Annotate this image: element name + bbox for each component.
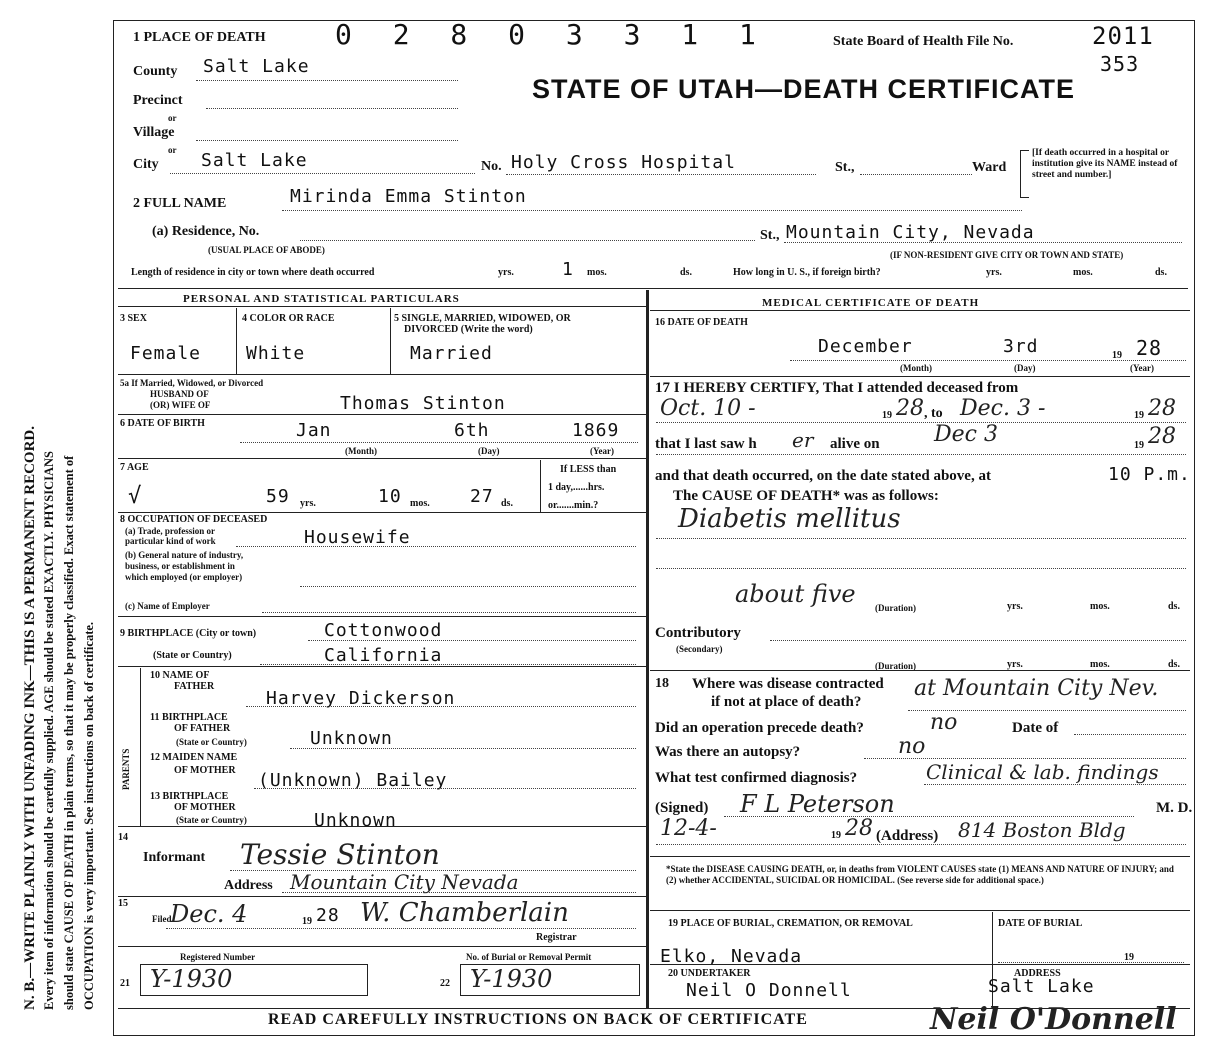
alive-on-label: alive on bbox=[830, 436, 880, 452]
item-18: 18 bbox=[655, 676, 669, 691]
father-value: Harvey Dickerson bbox=[266, 688, 456, 709]
attended-from-year: 28 bbox=[896, 396, 924, 421]
dob-month: Jan bbox=[296, 420, 332, 441]
marital-label-2: DIVORCED (Write the word) bbox=[404, 324, 533, 335]
father-birthplace-label-3: (State or Country) bbox=[176, 737, 247, 747]
item-15: 15 bbox=[118, 898, 128, 909]
ds-label: ds. bbox=[1155, 267, 1167, 278]
to-label: , to bbox=[924, 406, 943, 421]
registrar-label: Registrar bbox=[536, 932, 577, 943]
precinct-label: Precinct bbox=[133, 93, 183, 108]
place-of-death-label: 1 PLACE OF DEATH bbox=[133, 30, 266, 45]
age-label: 7 AGE bbox=[120, 462, 149, 473]
item-21: 21 bbox=[120, 978, 130, 989]
county-value: Salt Lake bbox=[203, 56, 310, 77]
cause-footnote: *State the DISEASE CAUSING DEATH, or, in deaths from VIOLENT CAUSES state (1) MEANS AND NATURE OF INJURY; and (2) whether ACCIDENTAL, SUICIDAL OR HOMICIDAL. (See reverse side for additional space.) bbox=[666, 864, 1174, 885]
medical-header: MEDICAL CERTIFICATE OF DEATH bbox=[762, 297, 980, 309]
length-residence-label: Length of residence in city or town where death occurred bbox=[131, 267, 375, 278]
year-prefix: 19 bbox=[882, 410, 892, 421]
occupation-value: Housewife bbox=[304, 527, 411, 548]
informant-value: Tessie Stinton bbox=[240, 838, 440, 871]
ds-label: ds. bbox=[501, 498, 513, 509]
year-prefix: 19 bbox=[1124, 952, 1134, 963]
father-birthplace-value: Unknown bbox=[310, 728, 393, 749]
document-title: STATE OF UTAH—DEATH CERTIFICATE bbox=[532, 74, 1075, 104]
less-line-2: 1 day,......hrs. bbox=[548, 482, 605, 493]
undertaker-signature: Neil O'Donnell bbox=[930, 1002, 1177, 1037]
yrs-label: yrs. bbox=[1007, 659, 1023, 670]
side-note-line2: Every item of information should be carefully supplied. AGE should be stated EXACTLY. PHYSICIANS bbox=[42, 451, 56, 1010]
number-label: No. bbox=[481, 159, 502, 174]
sign-year: 28 bbox=[845, 816, 873, 841]
birthplace-label: 9 BIRTHPLACE (City or town) bbox=[120, 628, 257, 639]
mos-label: mos. bbox=[587, 267, 607, 278]
mother-value: (Unknown) Bailey bbox=[258, 770, 448, 791]
father-birthplace-label-2: OF FATHER bbox=[174, 723, 231, 734]
mother-birthplace-value: Unknown bbox=[314, 810, 397, 831]
age-years: 59 bbox=[266, 486, 290, 507]
length-mos-value: 1 bbox=[562, 259, 574, 280]
test-label: What test confirmed diagnosis? bbox=[655, 770, 858, 786]
color-value: White bbox=[246, 343, 306, 364]
birthplace-state-label: (State or Country) bbox=[153, 650, 232, 661]
file-number: 2011 bbox=[1092, 22, 1154, 50]
occupation-b-3: which employed (or employer) bbox=[125, 572, 243, 582]
attended-from-date: Oct. 10 - bbox=[660, 396, 756, 421]
occupation-b-2: business, or establishment in bbox=[125, 561, 235, 571]
city-label: City bbox=[133, 157, 159, 172]
spouse-label-2: HUSBAND OF bbox=[150, 389, 209, 399]
contracted-value: at Mountain City Nev. bbox=[914, 676, 1159, 701]
contracted-label-2: if not at place of death? bbox=[711, 694, 862, 710]
residence-label: (a) Residence, No. bbox=[152, 224, 260, 239]
month-caption: (Month) bbox=[345, 446, 377, 456]
year-caption: (Year) bbox=[1130, 363, 1154, 373]
operation-value: no bbox=[930, 710, 958, 735]
year-prefix: 19 bbox=[1134, 410, 1144, 421]
cause-label: The CAUSE OF DEATH* was as follows: bbox=[673, 488, 939, 504]
mos-label: mos. bbox=[1073, 267, 1093, 278]
physician-address-label: (Address) bbox=[876, 828, 939, 844]
side-note-line3: should state CAUSE OF DEATH in plain terms, so that it may be properly classified. Exact statement of bbox=[62, 455, 76, 1010]
last-saw-date: Dec 3 bbox=[934, 422, 998, 447]
dob-day: 6th bbox=[454, 420, 490, 441]
father-label-1: 10 NAME OF bbox=[150, 670, 210, 681]
burial-date-label: DATE OF BURIAL bbox=[998, 918, 1083, 929]
attended-to-date: Dec. 3 - bbox=[960, 396, 1046, 421]
mother-birthplace-label-3: (State or Country) bbox=[176, 815, 247, 825]
residence-st-label: St., bbox=[760, 228, 780, 243]
or-text: or bbox=[168, 113, 177, 123]
side-note-line1: N. B.—WRITE PLAINLY WITH UNFADING INK—THIS IS A PERMANENT RECORD. bbox=[22, 426, 38, 1010]
registered-number-label: Registered Number bbox=[180, 952, 256, 962]
stamp-number: 0 2 8 0 3 3 1 1 bbox=[335, 18, 768, 51]
parents-tab: PARENTS bbox=[121, 748, 131, 790]
employer-label: (c) Name of Employer bbox=[125, 601, 210, 611]
yrs-label: yrs. bbox=[300, 498, 316, 509]
physician-signature: F L Peterson bbox=[740, 790, 895, 818]
mother-label-2: OF MOTHER bbox=[174, 765, 236, 776]
date-of-death-label: 16 DATE OF DEATH bbox=[655, 317, 748, 328]
death-month: December bbox=[818, 336, 913, 357]
md-label: M. D. bbox=[1156, 800, 1193, 816]
yrs-label: yrs. bbox=[986, 267, 1002, 278]
autopsy-label: Was there an autopsy? bbox=[655, 744, 801, 760]
informant-address-value: Mountain City Nevada bbox=[290, 870, 519, 894]
contracted-label-1: Where was disease contracted bbox=[692, 676, 884, 692]
certify-label: 17 I HEREBY CERTIFY, That I attended deceased from bbox=[655, 380, 1019, 396]
last-saw-pronoun: er bbox=[792, 428, 814, 452]
father-label-2: FATHER bbox=[174, 681, 215, 692]
year-prefix: 19 bbox=[1112, 350, 1122, 361]
sex-value: Female bbox=[130, 343, 202, 364]
full-name-value: Mirinda Emma Stinton bbox=[290, 186, 527, 207]
less-line-1: If LESS than bbox=[560, 464, 617, 475]
occupation-a-2: particular kind of work bbox=[125, 536, 216, 546]
death-occurred-label: and that death occurred, on the date stated above, at bbox=[655, 468, 991, 484]
spouse-label-1: 5a If Married, Widowed, or Divorced bbox=[120, 378, 264, 388]
residence-caption: (USUAL PLACE OF ABODE) bbox=[208, 245, 325, 255]
city-value: Salt Lake bbox=[201, 150, 308, 171]
file-number-2: 353 bbox=[1100, 52, 1140, 76]
ds-label: ds. bbox=[1168, 659, 1180, 670]
sex-label: 3 SEX bbox=[120, 313, 147, 324]
test-value: Clinical & lab. findings bbox=[926, 760, 1159, 784]
yrs-label: yrs. bbox=[498, 267, 514, 278]
us-length-label: How long in U. S., if foreign birth? bbox=[733, 267, 881, 278]
side-note-line4: OCCUPATION is very important. See instructions on back of certificate. bbox=[82, 621, 96, 1010]
dob-year: 1869 bbox=[572, 420, 620, 441]
mother-birthplace-label-2: OF MOTHER bbox=[174, 802, 236, 813]
birthplace-city: Cottonwood bbox=[324, 620, 443, 641]
spouse-label-3: (OR) WIFE OF bbox=[150, 400, 211, 410]
sign-date: 12-4- bbox=[660, 816, 717, 841]
registrar-signature: W. Chamberlain bbox=[360, 898, 569, 928]
day-caption: (Day) bbox=[1014, 363, 1036, 373]
instructions-footer: READ CAREFULLY INSTRUCTIONS ON BACK OF CERTIFICATE bbox=[268, 1011, 808, 1028]
residence-value: Mountain City, Nevada bbox=[786, 222, 1035, 243]
number-value: Holy Cross Hospital bbox=[511, 152, 736, 173]
year-prefix: 19 bbox=[1134, 440, 1144, 451]
burial-place-value: Elko, Nevada bbox=[660, 946, 803, 967]
personal-header: PERSONAL AND STATISTICAL PARTICULARS bbox=[183, 293, 460, 305]
yrs-label: yrs. bbox=[1007, 601, 1023, 612]
ds-label: ds. bbox=[680, 267, 692, 278]
operation-label: Did an operation precede death? bbox=[655, 720, 864, 736]
attended-to-year: 28 bbox=[1148, 396, 1176, 421]
father-birthplace-label-1: 11 BIRTHPLACE bbox=[150, 712, 228, 723]
occupation-a-1: (a) Trade, profession or bbox=[125, 526, 215, 536]
duration-caption: (Duration) bbox=[875, 661, 916, 671]
day-caption: (Day) bbox=[478, 446, 500, 456]
last-saw-label: that I last saw h bbox=[655, 436, 757, 452]
secondary-caption: (Secondary) bbox=[676, 644, 723, 654]
duration-value: about five bbox=[735, 580, 856, 608]
nonresident-note: (IF NON-RESIDENT GIVE CITY OR TOWN AND STATE) bbox=[890, 250, 1124, 260]
item-14: 14 bbox=[118, 832, 128, 843]
undertaker-label: 20 UNDERTAKER bbox=[668, 968, 751, 979]
marital-value: Married bbox=[410, 343, 493, 364]
ward-label: Ward bbox=[972, 160, 1007, 175]
filed-year: 28 bbox=[316, 905, 340, 926]
occupation-b-1: (b) General nature of industry, bbox=[125, 550, 244, 560]
undertaker-address-value: Salt Lake bbox=[988, 976, 1095, 997]
year-prefix: 19 bbox=[302, 916, 312, 927]
month-caption: (Month) bbox=[900, 363, 932, 373]
year-caption: (Year) bbox=[590, 446, 614, 456]
death-year: 28 bbox=[1136, 336, 1163, 360]
cause-of-death: Diabetis mellitus bbox=[678, 504, 901, 534]
hospital-note: [If death occurred in a hospital or institution give its NAME instead of street and number.] bbox=[1032, 148, 1178, 180]
ds-label: ds. bbox=[1168, 601, 1180, 612]
death-day: 3rd bbox=[1003, 336, 1039, 357]
informant-label: Informant bbox=[143, 850, 206, 865]
mos-label: mos. bbox=[1090, 659, 1110, 670]
duration-caption: (Duration) bbox=[875, 603, 916, 613]
age-months: 10 bbox=[378, 486, 402, 507]
permit-value: Y-1930 bbox=[470, 965, 553, 993]
mother-label-1: 12 MAIDEN NAME bbox=[150, 752, 238, 763]
physician-address: 814 Boston Bldg bbox=[958, 818, 1126, 842]
permit-label: No. of Burial or Removal Permit bbox=[466, 952, 592, 962]
dob-label: 6 DATE OF BIRTH bbox=[120, 418, 205, 429]
occupation-label: 8 OCCUPATION OF DECEASED bbox=[120, 514, 268, 525]
contributory-label: Contributory bbox=[655, 625, 741, 641]
ward-bracket bbox=[1020, 150, 1029, 198]
burial-place-label: 19 PLACE OF BURIAL, CREMATION, OR REMOVAL bbox=[668, 918, 913, 929]
filed-label: Filed bbox=[152, 914, 172, 924]
county-label: County bbox=[133, 64, 178, 79]
autopsy-value: no bbox=[898, 734, 926, 759]
mos-label: mos. bbox=[410, 498, 430, 509]
less-line-3: or.......min.? bbox=[548, 500, 599, 511]
color-label: 4 COLOR OR RACE bbox=[242, 313, 335, 324]
year-prefix: 19 bbox=[831, 830, 841, 841]
file-label: State Board of Health File No. bbox=[833, 34, 1014, 49]
street-label: St., bbox=[835, 160, 855, 175]
informant-address-label: Address bbox=[224, 878, 273, 893]
last-saw-year: 28 bbox=[1148, 424, 1176, 449]
item-22: 22 bbox=[440, 978, 450, 989]
registered-number-value: Y-1930 bbox=[150, 965, 233, 993]
full-name-label: 2 FULL NAME bbox=[133, 196, 227, 211]
marital-label-1: 5 SINGLE, MARRIED, WIDOWED, OR bbox=[394, 313, 571, 324]
birthplace-state: California bbox=[324, 645, 443, 666]
or-text: or bbox=[168, 145, 177, 155]
death-time: 10 P.m. bbox=[1108, 464, 1191, 485]
spouse-value: Thomas Stinton bbox=[340, 393, 506, 414]
village-label: Village bbox=[133, 125, 175, 140]
age-days: 27 bbox=[470, 486, 494, 507]
undertaker-address-label: ADDRESS bbox=[1014, 968, 1061, 979]
date-of-operation-label: Date of bbox=[1012, 720, 1059, 736]
undertaker-value: Neil O Donnell bbox=[686, 980, 852, 1001]
signed-label: (Signed) bbox=[655, 800, 709, 816]
mother-birthplace-label-1: 13 BIRTHPLACE bbox=[150, 791, 229, 802]
filed-date: Dec. 4 bbox=[170, 900, 248, 928]
age-check: √ bbox=[128, 484, 143, 509]
mos-label: mos. bbox=[1090, 601, 1110, 612]
